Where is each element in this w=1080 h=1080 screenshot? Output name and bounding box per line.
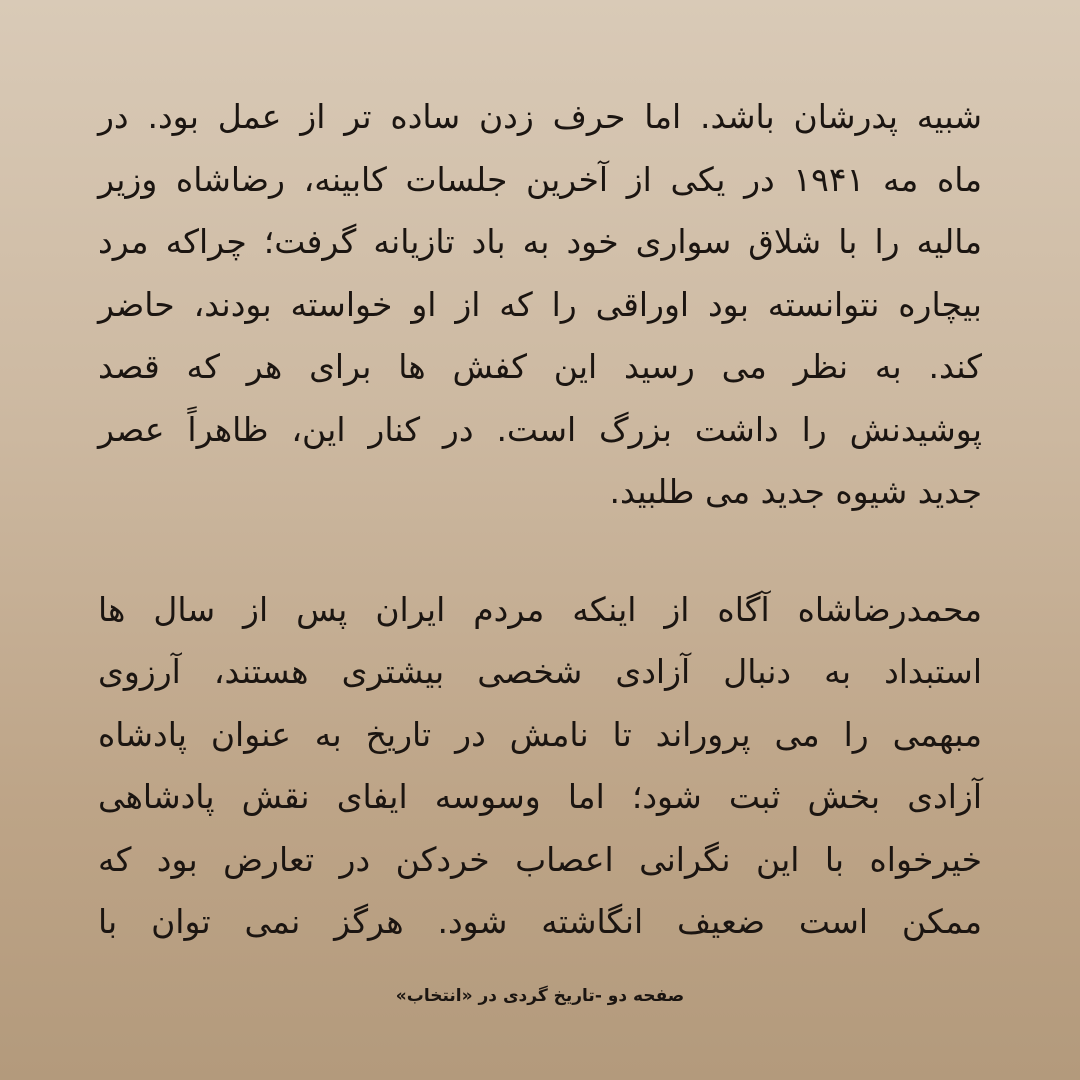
text-line: مبهمی را می پروراند تا نامش در تاریخ به عنوان پادشاه [98,714,982,754]
text-line: شبیه پدرشان باشد. اما حرف زدن ساده تر از عمل بود. در [98,97,982,136]
text-line: مالیه را با شلاق سواری خود به باد تازیانه گرفت؛ چراکه مرد [98,222,982,261]
text-line: بیچاره نتوانسته بود اوراقی را که از او خواسته بودند، حاضر [98,284,982,324]
text-line: خیرخواه با این نگرانی اعصاب خردکن در تعارض بود که [98,839,982,879]
text-line: استبداد به دنبال آزادی شخصی بیشتری هستند، آرزوی [98,652,982,691]
paragraph-2 [98,579,982,954]
article-body [98,86,982,954]
text-line: ممکن است ضعیف انگاشته شود. هرگز نمی توان با [98,902,982,941]
text-line: محمدرضاشاه آگاه از اینکه مردم ایران پس از سال ها [98,589,982,629]
text-line: پوشیدنش را داشت بزرگ است. در کنار این، ظاهراً عصر [98,409,982,449]
text-line: جدید شیوه جدید می طلبید. [609,472,982,511]
page-footer: صفحه دو -تاریخ گردی در «انتخاب» [395,986,685,1006]
text-line: ماه مه ۱۹۴۱ در یکی از آخرین جلسات کابینه، رضاشاه وزیر [98,159,983,199]
paragraph-gap [98,524,982,579]
paragraph-1 [98,86,982,524]
text-line: کند. به نظر می رسید این کفش ها برای هر که قصد [98,347,982,386]
text-line: آزادی بخش ثبت شود؛ اما وسوسه ایفای نقش پادشاهی [98,777,982,816]
